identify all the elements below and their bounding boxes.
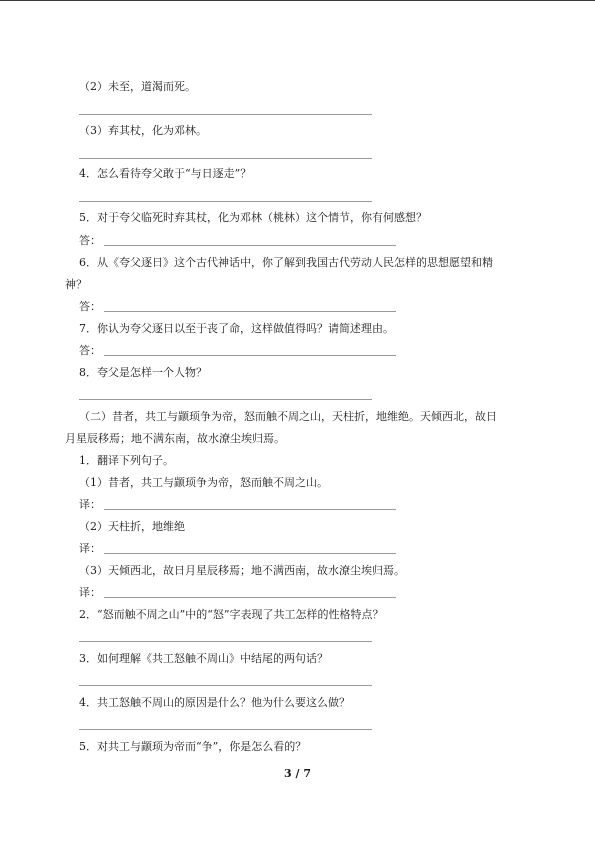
passage-2-line1: （二）昔者，共工与颛顼争为帝，怒而触不周之山，天柱折，地维绝。天倾西北，故日 (79, 410, 497, 423)
question-2-1-3-text: （3）天倾西北，故日月星辰移焉；地不满西南，故水潦尘埃归焉。 (79, 564, 405, 577)
question-2-5-text: 5．对共工与颛顼为帝而“争”，你是怎么看的？ (79, 740, 307, 753)
answer-label: 答： (79, 300, 101, 313)
question-3-3-text: （3）弃其杖，化为邓林。 (79, 124, 207, 137)
answer-label: 答： (79, 234, 101, 247)
page-number: 3 / 7 (284, 767, 311, 780)
question-6-text-line1: 6．从《夸父逐日》这个古代神话中，你了解到我国古代劳动人民怎样的思想愿望和精 (79, 256, 493, 269)
answer-line[interactable] (104, 553, 396, 554)
question-2-3-text: 3．如何理解《共工怒触不周山》中结尾的两句话？ (79, 652, 328, 665)
question-8-text: 8．夸父是怎样一个人物？ (79, 366, 207, 379)
question-5-text: 5．对于夸父临死时弃其杖，化为邓林（桃林）这个情节，你有何感想？ (79, 211, 427, 224)
translation-label: 译： (79, 498, 101, 511)
question-2-1-1-text: （1）昔者，共工与颛顼争为帝，怒而触不周之山。 (79, 476, 328, 489)
question-6-text-line2: 神？ (65, 278, 87, 291)
answer-line[interactable] (79, 399, 372, 400)
question-2-4-text: 4．共工怒触不周山的原因是什么？他为什么要这么做？ (79, 696, 350, 709)
answer-line[interactable] (104, 355, 396, 356)
question-2-2-text: 2．“怒而触不周之山”中的“怒”字表现了共工怎样的性格特点？ (79, 608, 384, 621)
answer-line[interactable] (104, 245, 396, 246)
answer-line[interactable] (79, 201, 372, 202)
translation-label: 译： (79, 542, 101, 555)
answer-line[interactable] (79, 729, 372, 730)
question-7-text: 7．你认为夸父逐日以至于丧了命，这样做值得吗？请简述理由。 (79, 322, 394, 335)
question-2-1-text: 1．翻译下列句子。 (79, 454, 174, 467)
answer-line[interactable] (79, 114, 372, 115)
question-3-2-text: （2）未至，道渴而死。 (79, 80, 196, 93)
answer-line[interactable] (104, 311, 396, 312)
answer-line[interactable] (79, 685, 372, 686)
answer-line[interactable] (104, 597, 396, 598)
answer-label: 答： (79, 344, 101, 357)
question-4-text: 4．怎么看待夸父敢于“与日逐走”？ (79, 167, 252, 180)
answer-line[interactable] (104, 509, 396, 510)
answer-line[interactable] (79, 641, 372, 642)
passage-2-line2: 月星辰移焉；地不满东南，故水潦尘埃归焉。 (65, 432, 285, 445)
translation-label: 译： (79, 586, 101, 599)
question-2-1-2-text: （2）天柱折，地维绝 (79, 520, 185, 533)
answer-line[interactable] (79, 158, 372, 159)
